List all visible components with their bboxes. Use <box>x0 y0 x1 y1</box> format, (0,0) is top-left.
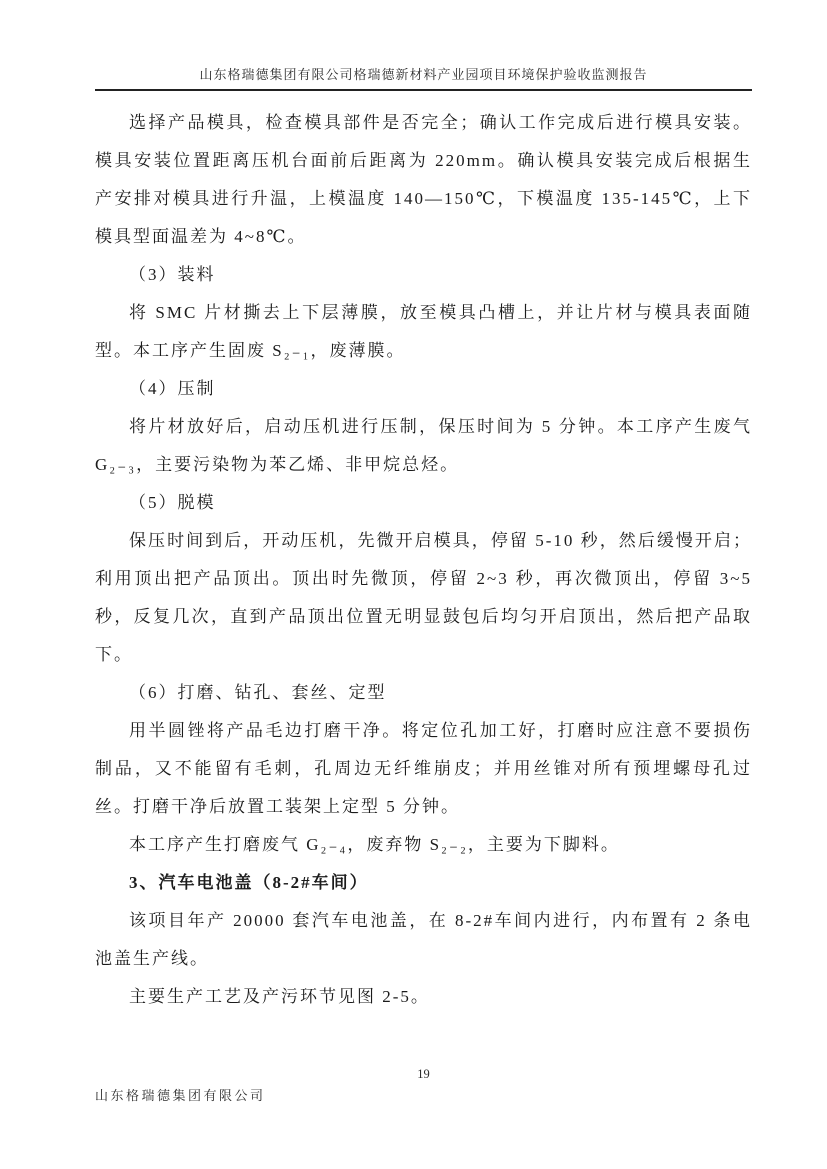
paragraph-figure-reference: 主要生产工艺及产污环节见图 2-5。 <box>129 987 430 1006</box>
header-divider <box>95 89 752 91</box>
subheading-step3-loading: （3）装料 <box>129 265 216 284</box>
paragraph-battery-cover-intro: 该项目年产 20000 套汽车电池盖，在 8-2#车间内进行，内布置有 2 条电池盖生产线。 <box>95 911 752 968</box>
paragraph-step6-grinding: 用半圆锉将产品毛边打磨干净。将定位孔加工好，打磨时应注意不要损伤制品，又不能留有毛刺，孔周边无纤维崩皮；并用丝锥对所有预埋螺母孔过丝。打磨干净后放置工装架上定型 5 分钟。 <box>95 721 752 816</box>
paragraph-step6-waste: 本工序产生打磨废气 G₂₋₄，废弃物 S₂₋₂，主要为下脚料。 <box>129 835 620 854</box>
header-title: 山东格瑞德集团有限公司格瑞德新材料产业园项目环境保护验收监测报告 <box>199 67 648 82</box>
paragraph-step3-loading: 将 SMC 片材撕去上下层薄膜，放至模具凸槽上，并让片材与模具表面随型。本工序产生固废 S₂₋₁，废薄膜。 <box>95 303 752 360</box>
footer-company-name: 山东格瑞德集团有限公司 <box>95 1088 266 1103</box>
subheading-step4-pressing: （4）压制 <box>129 379 216 398</box>
section-heading-battery-cover: 3、汽车电池盖（8-2#车间） <box>129 873 369 892</box>
subheading-step6-grinding: （6）打磨、钻孔、套丝、定型 <box>129 683 387 702</box>
document-body <box>95 104 752 1016</box>
paragraph-step4-pressing: 将片材放好后，启动压机进行压制，保压时间为 5 分钟。本工序产生废气 G₂₋₃，主要污染物为苯乙烯、非甲烷总烃。 <box>95 417 752 474</box>
subheading-step5-demolding: （5）脱模 <box>129 493 216 512</box>
paragraph-mold-preparation: 选择产品模具，检查模具部件是否完全；确认工作完成后进行模具安装。模具安装位置距离压机台面前后距离为 220mm。确认模具安装完成后根据生产安排对模具进行升温，上模温度 140—150℃，下模温度 135-145℃，上下模具型面温差为 4~8℃。 <box>95 113 752 246</box>
paragraph-step5-demolding: 保压时间到后，开动压机，先微开启模具，停留 5-10 秒，然后缓慢开启；利用顶出把产品顶出。顶出时先微顶，停留 2~3 秒，再次微顶出，停留 3~5 秒，反复几次，直到产品顶出位置无明显鼓包后均匀开启顶出，然后把产品取下。 <box>95 531 752 664</box>
page-number: 19 <box>417 1067 430 1081</box>
